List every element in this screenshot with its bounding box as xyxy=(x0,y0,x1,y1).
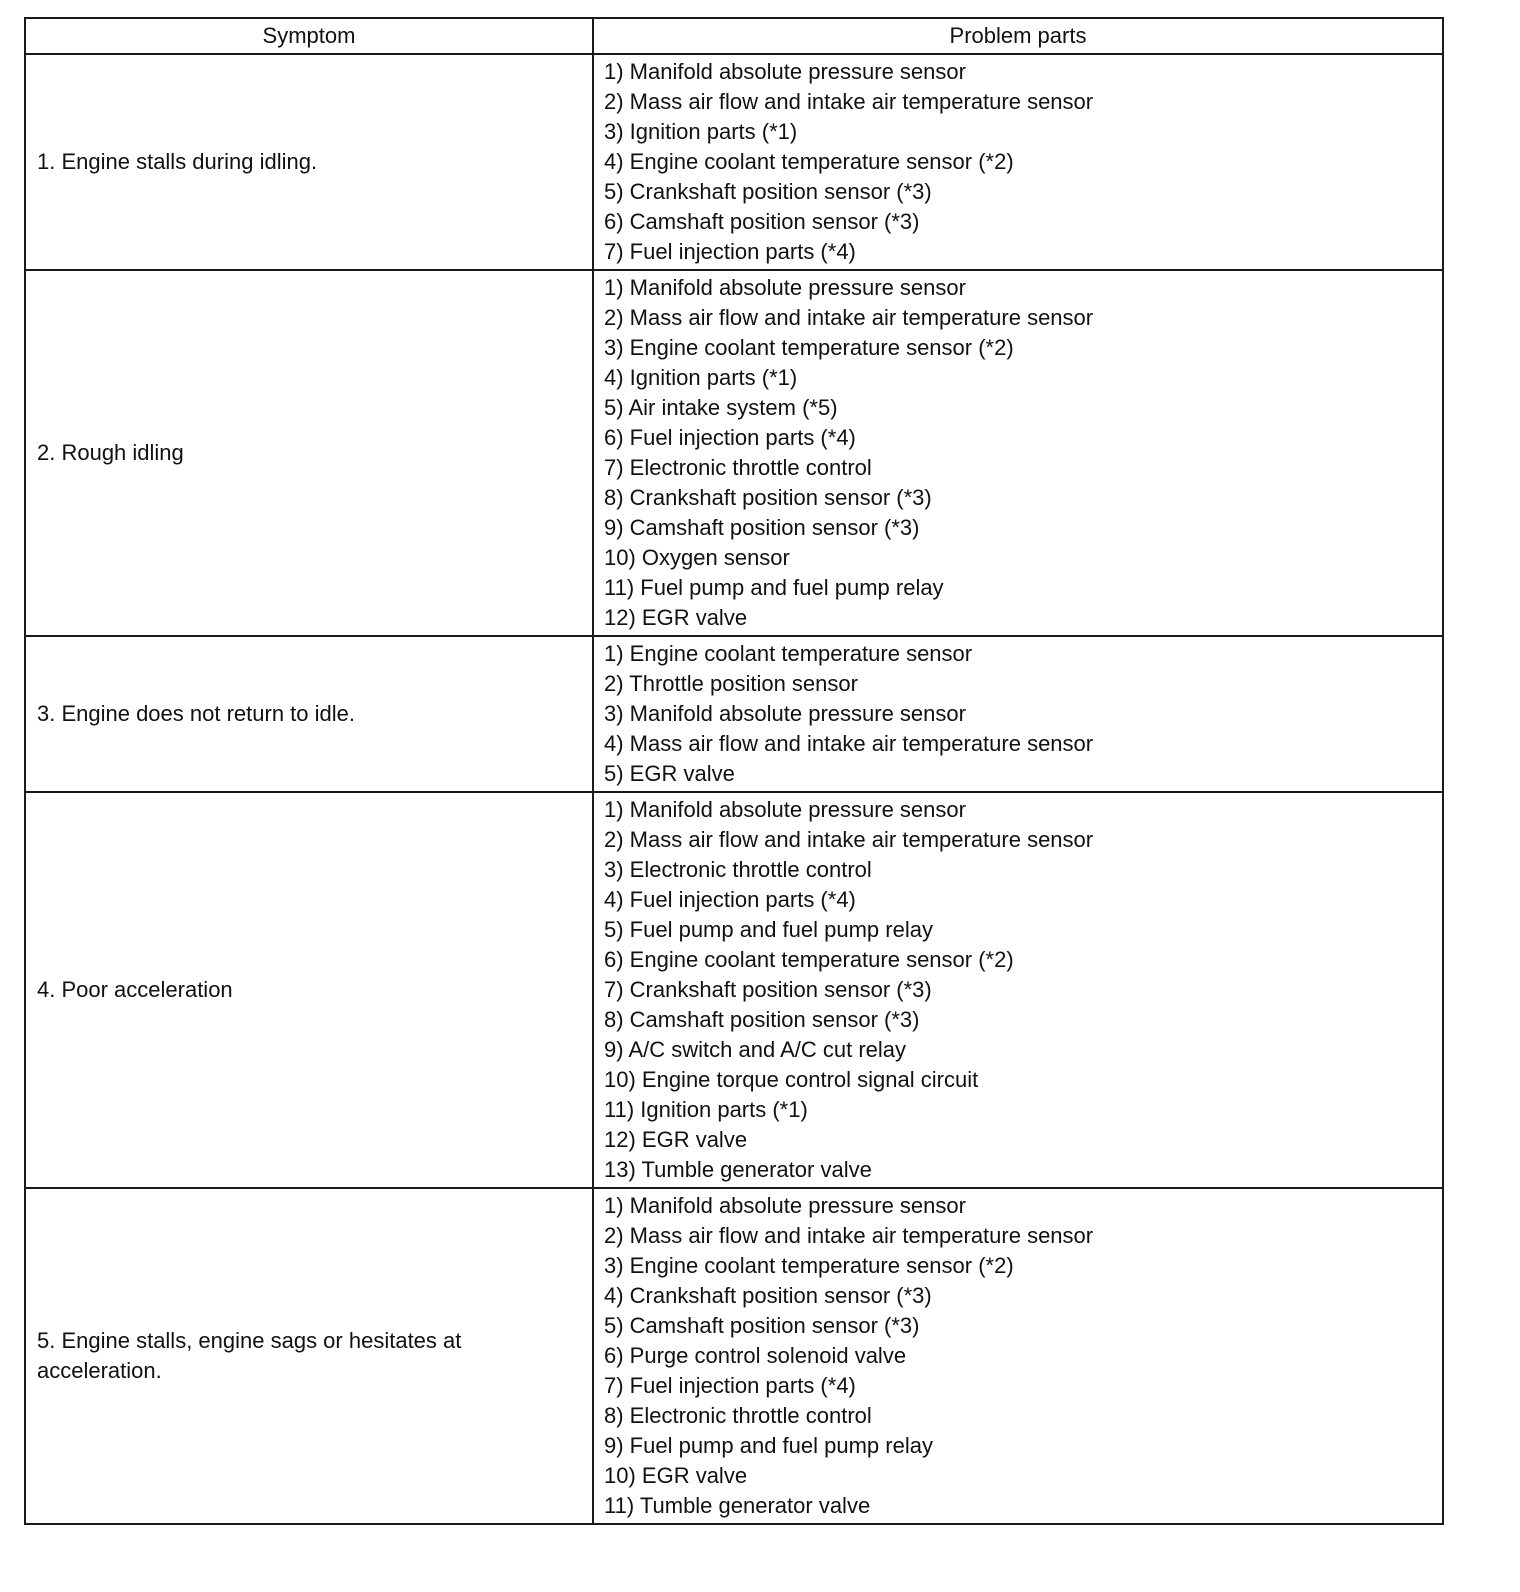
problem-part-item: 2) Mass air flow and intake air temperature sensor xyxy=(604,305,1094,330)
problem-part-item: 8) Electronic throttle control xyxy=(604,1403,872,1428)
problem-part-item: 5) Camshaft position sensor (*3) xyxy=(604,1313,920,1338)
header-row xyxy=(25,18,1443,54)
problem-part-item: 10) Oxygen sensor xyxy=(604,545,790,570)
problem-part-item: 10) Engine torque control signal circuit xyxy=(604,1067,979,1092)
problem-part-item: 5) Air intake system (*5) xyxy=(604,395,838,420)
problem-part-item: 11) Fuel pump and fuel pump relay xyxy=(604,575,944,600)
problem-part-item: 6) Camshaft position sensor (*3) xyxy=(604,209,920,234)
problem-part-item: 3) Engine coolant temperature sensor (*2) xyxy=(604,335,1014,360)
table-row xyxy=(25,270,1443,636)
problem-part-item: 2) Mass air flow and intake air temperature sensor xyxy=(604,89,1094,114)
problem-parts-column-header: Problem parts xyxy=(593,18,1443,54)
problem-part-item: 1) Manifold absolute pressure sensor xyxy=(604,797,966,822)
problem-part-item: 3) Electronic throttle control xyxy=(604,857,872,882)
problem-part-item: 1) Manifold absolute pressure sensor xyxy=(604,275,966,300)
problem-parts-cell xyxy=(593,792,1443,1188)
problem-part-item: 1) Manifold absolute pressure sensor xyxy=(604,1193,966,1218)
problem-part-item: 1) Engine coolant temperature sensor xyxy=(604,641,973,666)
table-row xyxy=(25,54,1443,270)
problem-parts-cell xyxy=(593,636,1443,792)
problem-part-item: 6) Fuel injection parts (*4) xyxy=(604,425,856,450)
problem-part-item: 7) Electronic throttle control xyxy=(604,455,872,480)
problem-part-item: 3) Ignition parts (*1) xyxy=(604,119,798,144)
problem-part-item: 7) Crankshaft position sensor (*3) xyxy=(604,977,932,1002)
symptom-parts-table xyxy=(24,17,1444,1525)
problem-parts-cell xyxy=(593,1188,1443,1524)
problem-part-item: 5) Fuel pump and fuel pump relay xyxy=(604,917,933,942)
problem-part-item: 4) Engine coolant temperature sensor (*2) xyxy=(604,149,1014,174)
symptom-cell: 3. Engine does not return to idle. xyxy=(25,636,593,792)
problem-part-item: 5) Crankshaft position sensor (*3) xyxy=(604,179,932,204)
problem-part-item: 4) Mass air flow and intake air temperature sensor xyxy=(604,731,1094,756)
problem-parts-cell xyxy=(593,54,1443,270)
symptom-cell: 1. Engine stalls during idling. xyxy=(25,54,593,270)
table-row xyxy=(25,792,1443,1188)
problem-part-item: 1) Manifold absolute pressure sensor xyxy=(604,59,966,84)
symptom-cell: 4. Poor acceleration xyxy=(25,792,593,1188)
problem-part-item: 5) EGR valve xyxy=(604,761,735,786)
problem-part-item: 4) Ignition parts (*1) xyxy=(604,365,798,390)
problem-part-item: 9) Camshaft position sensor (*3) xyxy=(604,515,920,540)
problem-part-item: 11) Tumble generator valve xyxy=(604,1493,871,1518)
problem-parts-cell xyxy=(593,270,1443,636)
problem-part-item: 8) Camshaft position sensor (*3) xyxy=(604,1007,920,1032)
symptom-cell: 5. Engine stalls, engine sags or hesitates at acceleration. xyxy=(25,1188,593,1524)
problem-part-item: 6) Purge control solenoid valve xyxy=(604,1343,907,1368)
table-row xyxy=(25,636,1443,792)
problem-part-item: 4) Crankshaft position sensor (*3) xyxy=(604,1283,932,1308)
problem-part-item: 11) Ignition parts (*1) xyxy=(604,1097,808,1122)
problem-part-item: 9) Fuel pump and fuel pump relay xyxy=(604,1433,933,1458)
problem-part-item: 9) A/C switch and A/C cut relay xyxy=(604,1037,907,1062)
problem-part-item: 12) EGR valve xyxy=(604,605,748,630)
problem-part-item: 6) Engine coolant temperature sensor (*2) xyxy=(604,947,1014,972)
problem-part-item: 8) Crankshaft position sensor (*3) xyxy=(604,485,932,510)
problem-part-item: 3) Engine coolant temperature sensor (*2) xyxy=(604,1253,1014,1278)
symptom-cell: 2. Rough idling xyxy=(25,270,593,636)
problem-part-item: 2) Mass air flow and intake air temperature sensor xyxy=(604,1223,1094,1248)
problem-part-item: 7) Fuel injection parts (*4) xyxy=(604,239,856,264)
symptom-column-header: Symptom xyxy=(25,18,593,54)
problem-part-item: 10) EGR valve xyxy=(604,1463,748,1488)
problem-part-item: 12) EGR valve xyxy=(604,1127,748,1152)
problem-part-item: 3) Manifold absolute pressure sensor xyxy=(604,701,966,726)
problem-part-item: 2) Throttle position sensor xyxy=(604,671,858,696)
problem-part-item: 4) Fuel injection parts (*4) xyxy=(604,887,856,912)
problem-part-item: 2) Mass air flow and intake air temperature sensor xyxy=(604,827,1094,852)
problem-part-item: 7) Fuel injection parts (*4) xyxy=(604,1373,856,1398)
table-body xyxy=(25,54,1443,1524)
problem-part-item: 13) Tumble generator valve xyxy=(604,1157,872,1182)
table-row xyxy=(25,1188,1443,1524)
